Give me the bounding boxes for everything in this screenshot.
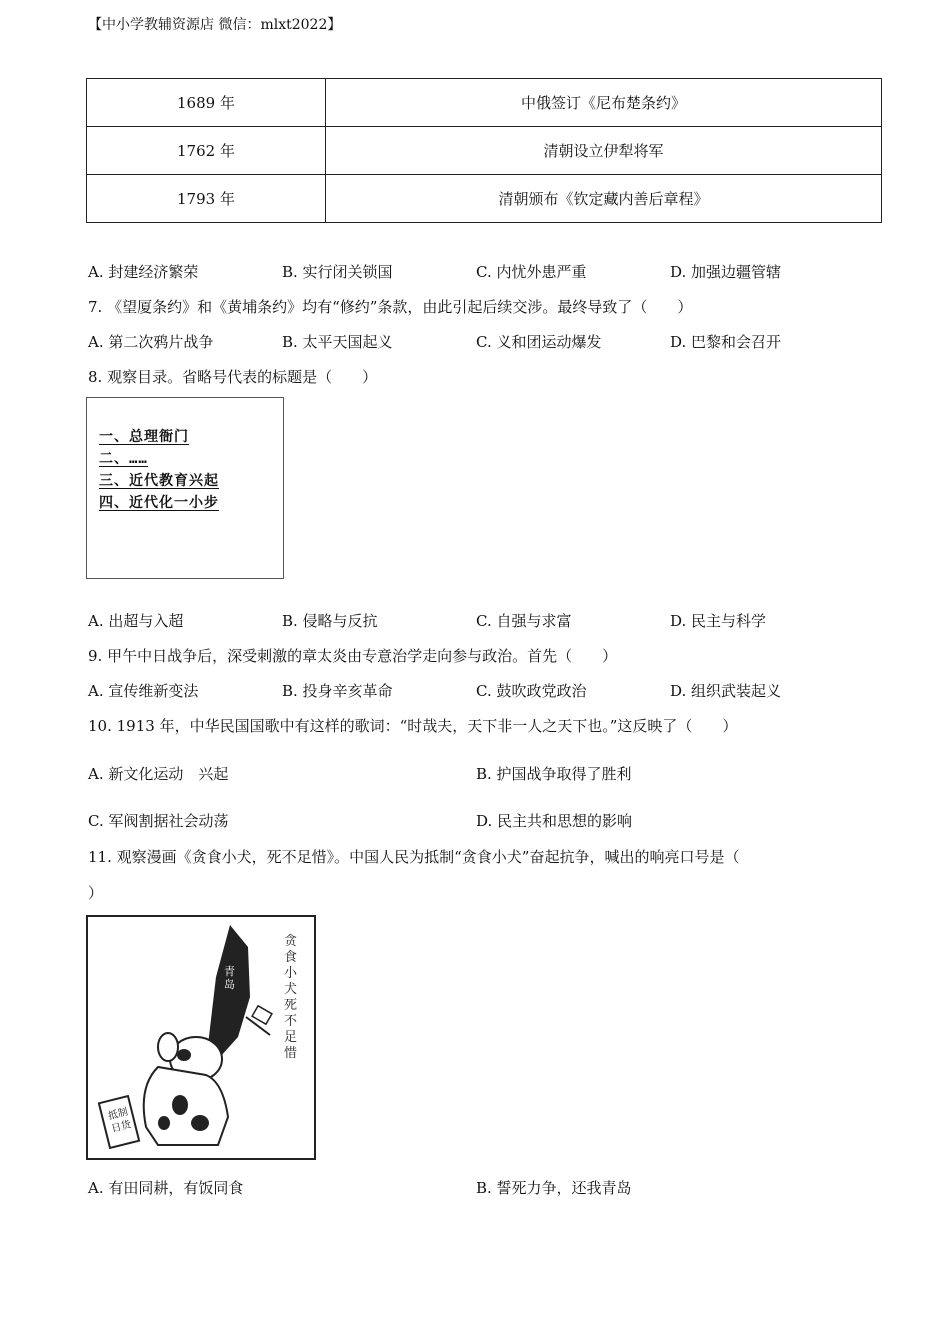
- q11-option-b[interactable]: B. 誓死力争，还我青岛: [476, 1179, 632, 1197]
- cartoon-label-qingdao: 青岛: [224, 965, 235, 991]
- q10-option-a[interactable]: A. 新文化运动 兴起: [88, 765, 229, 783]
- table-row: [87, 127, 882, 175]
- toc-item: 一、总理衙门: [99, 429, 189, 445]
- table-of-contents-image: [86, 397, 284, 579]
- table-row: [87, 175, 882, 223]
- q6-option-d[interactable]: D. 加强边疆管辖: [670, 263, 782, 281]
- q6-option-b[interactable]: B. 实行闭关锁国: [282, 263, 393, 281]
- qingdao-shape: [208, 925, 250, 1057]
- q10-option-d[interactable]: D. 民主共和思想的影响: [476, 812, 633, 830]
- table-row: [87, 79, 882, 127]
- table-cell-event: 清朝颁布《钦定藏内善后章程》: [326, 175, 882, 223]
- q8-option-b[interactable]: B. 侵略与反抗: [282, 612, 378, 630]
- q9-option-b[interactable]: B. 投身辛亥革命: [282, 682, 393, 700]
- q7-option-c[interactable]: C. 义和团运动爆发: [476, 333, 602, 351]
- dog-spot: [158, 1116, 170, 1130]
- q7-option-d[interactable]: D. 巴黎和会召开: [670, 333, 782, 351]
- table-cell-event: 清朝设立伊犁将军: [326, 127, 882, 175]
- q7-stem: 7. 《望厦条约》和《黄埔条约》均有“修约”条款，由此引起后续交涉。最终导致了（ ）: [88, 298, 693, 316]
- dog-spot: [172, 1095, 188, 1115]
- q8-option-a[interactable]: A. 出超与入超: [88, 612, 184, 630]
- q6-option-c[interactable]: C. 内忧外患严重: [476, 263, 587, 281]
- table-cell-year: 1689 年: [87, 79, 326, 127]
- q10-option-c[interactable]: C. 军阀割据社会动荡: [88, 812, 229, 830]
- q8-option-d[interactable]: D. 民主与科学: [670, 612, 767, 630]
- toc-item: 四、近代化一小步: [99, 495, 219, 511]
- toc-item: 三、近代教育兴起: [99, 473, 219, 489]
- q8-stem: 8. 观察目录。省略号代表的标题是（ ）: [88, 368, 378, 386]
- flag: [252, 1006, 272, 1024]
- dog-spot: [191, 1115, 209, 1131]
- q9-option-c[interactable]: C. 鼓吹政党政治: [476, 682, 587, 700]
- q10-option-b[interactable]: B. 护国战争取得了胜利: [476, 765, 632, 783]
- cartoon-image: [86, 915, 316, 1160]
- q9-option-a[interactable]: A. 宣传维新变法: [88, 682, 199, 700]
- q10-stem: 10. 1913 年，中华民国国歌中有这样的歌词：“时哉夫，天下非一人之天下也。”这反映了（ ）: [88, 717, 738, 735]
- q9-stem: 9. 甲午中日战争后，深受刺激的章太炎由专意治学走向参与政治。首先（ ）: [88, 647, 618, 665]
- q11-stem-continued: ）: [88, 884, 104, 902]
- table-cell-event: 中俄签订《尼布楚条约》: [326, 79, 882, 127]
- dog-spot: [177, 1049, 191, 1061]
- document-header: 【中小学教辅资源店 微信：mlxt2022】: [88, 17, 342, 33]
- greedy-dog-cartoon: [88, 917, 314, 1158]
- table-cell-year: 1762 年: [87, 127, 326, 175]
- timeline-table: [86, 78, 882, 223]
- table-cell-year: 1793 年: [87, 175, 326, 223]
- q9-option-d[interactable]: D. 组织武装起义: [670, 682, 782, 700]
- cartoon-label-boycott: 抵制日货: [107, 1106, 133, 1135]
- q11-option-a[interactable]: A. 有田同耕，有饭同食: [88, 1179, 244, 1197]
- q8-option-c[interactable]: C. 自强与求富: [476, 612, 572, 630]
- q7-option-b[interactable]: B. 太平天国起义: [282, 333, 393, 351]
- q11-stem: 11. 观察漫画《贪食小犬，死不足惜》。中国人民为抵制“贪食小犬”奋起抗争，喊出的响亮口号是（: [88, 848, 740, 866]
- dog-ear: [158, 1033, 178, 1061]
- cartoon-caption: 贪 食 小 犬 死 不 足 惜: [284, 934, 298, 1061]
- q6-option-a[interactable]: A. 封建经济繁荣: [88, 263, 199, 281]
- q7-option-a[interactable]: A. 第二次鸦片战争: [88, 333, 214, 351]
- toc-item: 二、……: [99, 451, 148, 467]
